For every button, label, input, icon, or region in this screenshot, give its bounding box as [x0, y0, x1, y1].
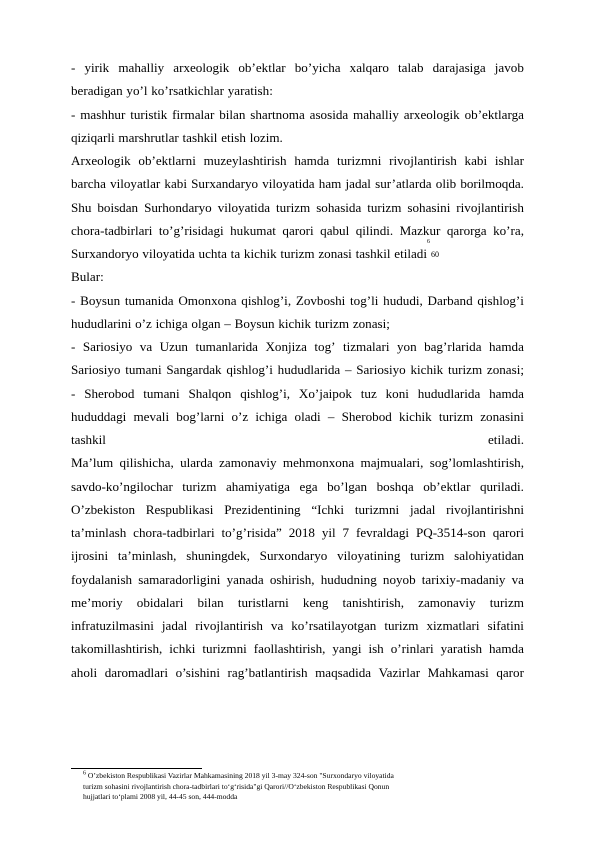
word: tog’li [350, 292, 379, 308]
word: sur’atlarda [375, 176, 432, 192]
word: ko’ra, [493, 222, 524, 238]
word: hamda [488, 641, 524, 657]
word: turizm [438, 408, 474, 424]
word: me’moriy [71, 594, 123, 610]
word: tumanlarida [195, 339, 258, 354]
word: Arxeologik [71, 153, 131, 168]
body-line [71, 428, 524, 451]
word: o’rinlari [390, 641, 434, 657]
word: asosida [309, 106, 349, 122]
body-line [71, 498, 524, 521]
word: tog’ [314, 339, 336, 354]
word: O’zbekiston [71, 501, 135, 517]
body-line [71, 103, 524, 126]
document-body [71, 56, 524, 684]
word: ahamiyatiga [225, 478, 290, 494]
word: foydalanish [71, 571, 133, 587]
line-text: qiziqarli marshrutlar tashkil etish lozim. [71, 129, 283, 145]
body-line [71, 196, 524, 219]
word: etiladi. [488, 432, 524, 447]
word: ko’rsatilayotgan [291, 618, 377, 633]
word: turizmni [202, 641, 247, 657]
word: muzeylashtirish [203, 153, 287, 168]
word: zamonaviy [219, 455, 277, 471]
body-line [71, 521, 524, 544]
word: Darband [427, 292, 473, 308]
word: hududi, [383, 292, 423, 308]
word: va [139, 339, 153, 354]
word: obidalari [136, 594, 184, 610]
word: boisdan [97, 199, 139, 215]
word: to’g’risidagi [158, 222, 224, 238]
word: qarori [492, 525, 524, 540]
word: turistik [130, 106, 168, 122]
word: 7 [342, 525, 350, 540]
word: Zovboshi [295, 292, 346, 308]
word: turizmni [354, 501, 400, 517]
word: qaror [496, 664, 524, 680]
word: Surxondaryo [259, 548, 328, 564]
word: qilindi. [355, 222, 394, 238]
footnote-line [83, 782, 523, 793]
body-line [71, 172, 524, 195]
word: xizmatlari [426, 618, 480, 633]
word: “Ichki [311, 501, 345, 517]
body-line [71, 591, 524, 614]
footnote-text: hujjatlari to‘plami 2008 yil, 44-45 son, 444-modda [83, 792, 238, 802]
line-text: beradigan yo’l ko’rsatkichlar yaratish: [71, 83, 273, 99]
word: Respublikasi [145, 501, 214, 517]
word: o’z [231, 408, 249, 424]
word: tumanida [124, 292, 174, 308]
body-line [71, 382, 524, 405]
word: chora-tadbirlari [71, 222, 153, 238]
word: arxeologik [173, 60, 230, 75]
word: ob’ektlarni [138, 153, 196, 168]
word: qarorga [446, 222, 487, 238]
word: Omonxona [178, 292, 237, 308]
word: ham [318, 176, 342, 192]
word: turizm [410, 548, 445, 564]
word: olib [435, 176, 457, 192]
word: ta’minlash, [117, 548, 177, 564]
footnote-line [83, 771, 523, 782]
word: qilishicha, [119, 455, 174, 471]
word: tizmalari [342, 339, 390, 354]
body-line [71, 335, 524, 358]
word: ichki [169, 641, 196, 657]
word: savdo-ko’ngilochar [71, 478, 173, 494]
word: turistlarni [237, 594, 289, 610]
word: to’g’risida” [221, 525, 282, 540]
word: bo’lgan [327, 478, 368, 494]
body-line [71, 614, 524, 637]
word: Sariosiyo [71, 362, 121, 378]
word: tumani [143, 385, 180, 401]
word: xalqaro [349, 60, 389, 75]
word: rivojlantirishni [446, 501, 524, 517]
body-line [71, 661, 524, 684]
body-line [71, 239, 524, 265]
word: oladi [294, 408, 321, 424]
word: turizm [384, 618, 419, 633]
word: jadal [161, 618, 188, 633]
body-line [71, 289, 524, 312]
word: kichik [410, 362, 444, 378]
word: Mahkamasi [427, 664, 489, 680]
footnote-divider [71, 768, 202, 769]
word: hududning [320, 571, 377, 587]
word: salohiyatidan [454, 548, 524, 564]
body-line [71, 126, 524, 149]
word: Sherobod [341, 408, 392, 424]
word: turizm [447, 362, 483, 378]
word: zonasini [480, 408, 524, 424]
word: barcha [71, 176, 106, 192]
word: qishlog’i, [241, 292, 292, 308]
word: Mazkur [399, 222, 441, 238]
word: keng [302, 594, 329, 610]
word: zonasi; [486, 362, 524, 378]
word: firmalar [172, 106, 215, 122]
word: kabi [164, 176, 187, 192]
word: fevraldagi [355, 525, 410, 540]
word: turizm [489, 594, 524, 610]
word: tanishtirish, [342, 594, 404, 610]
word: infratuzilmasini [71, 618, 154, 633]
body-line [71, 79, 524, 102]
word: rivojlantirish [195, 618, 263, 633]
word: o’sishini [175, 664, 220, 680]
line-text: Surxandoryo viloyatida uchta ta kichik turizm zonasi tashkil etiladi [71, 246, 427, 261]
body-line [71, 358, 524, 381]
word: bag’rlarida [424, 339, 482, 354]
word: - [71, 339, 76, 354]
body-line [71, 56, 524, 79]
word: va [511, 571, 524, 587]
word: kichik [398, 408, 432, 424]
line-text: hududlarini o’z ichiga olgan – Boysun kichik turizm zonasi; [71, 315, 390, 331]
word: mahalliy [118, 60, 165, 75]
line-text: Bular: [71, 269, 104, 285]
word: yaratish [440, 641, 483, 657]
word: qishlog’i, [240, 385, 291, 401]
word: Uzun [159, 339, 188, 354]
word: qarori [282, 222, 314, 238]
word: Surhondaryo [144, 199, 212, 215]
word: aholi [71, 664, 98, 680]
word: ob’ektlarga [464, 106, 524, 122]
body-line [71, 451, 524, 474]
word: – [327, 408, 335, 424]
word: yon [396, 339, 417, 354]
word: turizm [182, 478, 217, 494]
word: ijrosini [71, 548, 109, 564]
word: yirik [84, 60, 110, 75]
word: sifatini [487, 618, 524, 633]
word: javob [494, 60, 524, 75]
word: qabul [320, 222, 350, 238]
word: bog’larni [176, 408, 225, 424]
word: Sherobod [84, 385, 135, 401]
word: PQ-3514-son [415, 525, 486, 540]
word: takomillashtirish, [71, 641, 163, 657]
word: daromadlari [104, 664, 169, 680]
word: oshirish, [269, 571, 315, 587]
word: bilan [219, 106, 246, 122]
body-line [71, 568, 524, 591]
word: ichiga [255, 408, 288, 424]
word: quriladi. [479, 478, 524, 494]
word: - [71, 106, 76, 122]
word: turizmni [336, 153, 382, 168]
word: faollashtirish, [253, 641, 326, 657]
word: rivojlantirish [456, 199, 524, 215]
word: 2018 [288, 525, 315, 540]
footnote-marker: 6 [83, 770, 86, 777]
word: hamda [488, 339, 524, 354]
word: ob’ektlar [423, 478, 471, 494]
word: mashhur [80, 106, 126, 122]
word: Sariosiyo [356, 362, 406, 378]
word: ish [368, 641, 384, 657]
word: sohasida [316, 199, 362, 215]
word: ishlar [494, 153, 524, 168]
word: majmualari, [360, 455, 424, 471]
word: qishlog’i [477, 292, 524, 308]
word: mehmonxona [282, 455, 355, 471]
word: Shu [71, 199, 92, 215]
word: Vazirlar [378, 664, 421, 680]
footnote-line [83, 792, 523, 803]
page-ref: 60 [431, 250, 439, 260]
word: sohasini [407, 199, 451, 215]
word: samaradorligini [138, 571, 221, 587]
word: hududlarida [277, 362, 341, 378]
body-line [71, 149, 524, 172]
word: viloyatida [217, 199, 271, 215]
body-line [71, 312, 524, 335]
body-line [71, 475, 524, 498]
word: viloyatining [337, 548, 401, 564]
word: yil [321, 525, 336, 540]
word: tumani [125, 362, 162, 378]
word: tashkil [71, 432, 106, 447]
word: hududdagi [71, 408, 127, 424]
word: yangi [332, 641, 362, 657]
word: Xo’jaipok [298, 385, 352, 401]
word: bo’yicha [294, 60, 341, 75]
word: mahalliy [353, 106, 399, 122]
word: sog’lomlashtirish, [429, 455, 524, 471]
word: arxeologik [403, 106, 460, 122]
word: ob’ektlar [238, 60, 286, 75]
word: ega [299, 478, 318, 494]
body-line [71, 265, 524, 288]
word: shuningdek, [186, 548, 250, 564]
word: rivojlantirish [389, 153, 457, 168]
word: borilmoqda. [460, 176, 524, 192]
body-line [71, 405, 524, 428]
body-line [71, 637, 524, 660]
word: bilan [197, 594, 224, 610]
word: jadal [345, 176, 371, 192]
word: maqsadida [315, 664, 372, 680]
word: noyob [382, 571, 416, 587]
word: shartnoma [250, 106, 305, 122]
word: Sariosiyo [82, 339, 133, 354]
word: turizm [276, 199, 311, 215]
word: hamda [294, 153, 330, 168]
word: - [71, 385, 76, 401]
footnote-text: turizm sohasini rivojlantirish chora-tadbirlari to‘g‘risida"gi Qarori//O‘zbekiston Respublikasi Qonun [83, 781, 390, 791]
word: Xonjiza [265, 339, 307, 354]
word: viloyatida [262, 176, 315, 192]
body-line [71, 544, 524, 567]
word: kabi [464, 153, 488, 168]
word: qishlog’i [226, 362, 273, 378]
word: tarixiy-madaniy [421, 571, 506, 587]
word: darajasiga [432, 60, 486, 75]
word: turizm [367, 199, 402, 215]
word: chora-tadbirlari [133, 525, 215, 540]
word: - [71, 60, 76, 75]
word: rag’batlantirish [227, 664, 308, 680]
word: tuz [360, 385, 377, 401]
word: zamonaviy [418, 594, 476, 610]
word: talab [398, 60, 424, 75]
word: Sangardak [166, 362, 222, 378]
word: Shalqon [188, 385, 232, 401]
word: hukumat [230, 222, 276, 238]
word: hududlarida [417, 385, 481, 401]
body-line [71, 219, 524, 242]
word: boshqa [376, 478, 414, 494]
word: Boysun [80, 292, 121, 308]
word: Prezidentining [224, 501, 301, 517]
footnote-block [83, 771, 523, 803]
word: yanada [226, 571, 264, 587]
word: mevali [133, 408, 170, 424]
footnote-reference: 6 [427, 239, 430, 245]
word: koni [385, 385, 409, 401]
word: - [71, 292, 76, 308]
word: Surxandaryo [191, 176, 259, 192]
word: viloyatlar [110, 176, 161, 192]
word: ta’minlash [71, 525, 127, 540]
word: va [270, 618, 284, 633]
word: jadal [409, 501, 436, 517]
word: Ma’lum [71, 455, 114, 471]
footnote-text: O’zbekiston Respublikasi Vazirlar Mahkamasining 2018 yil 3-may 324-son "Surxondaryo viloyatida [87, 771, 394, 780]
word: – [344, 362, 352, 378]
word: hamda [489, 385, 524, 401]
word: ularda [180, 455, 213, 471]
